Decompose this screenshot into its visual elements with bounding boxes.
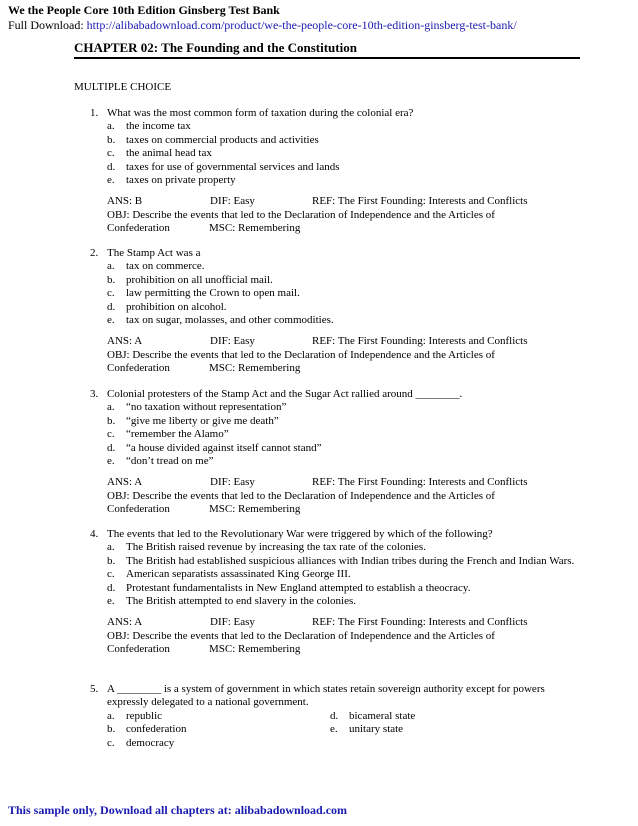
option-letter: d.	[330, 709, 339, 722]
download-link[interactable]: http://alibabadownload.com/product/we-the-people-core-10th-edition-ginsberg-test-bank/	[86, 18, 517, 32]
objective-continued: Confederation	[107, 503, 170, 516]
answer-metadata	[107, 616, 580, 656]
option-text: taxes for use of governmental services and lands	[126, 160, 340, 173]
option	[107, 120, 580, 133]
option-letter: e.	[330, 723, 338, 736]
objective-continued: Confederation	[107, 643, 170, 656]
option-text: American separatists assassinated King George III.	[126, 568, 351, 581]
difficulty: DIF: Easy	[210, 476, 255, 489]
option-letter: c.	[107, 568, 115, 581]
option-letter: d.	[107, 160, 116, 173]
option-text: The British raised revenue by increasing the tax rate of the colonies.	[126, 541, 426, 554]
section-heading: MULTIPLE CHOICE	[74, 81, 172, 93]
objective: OBJ: Describe the events that led to the Declaration of Independence and the Articles of	[107, 348, 495, 361]
option	[107, 134, 580, 147]
option-text: the animal head tax	[126, 147, 212, 160]
option-letter: a.	[107, 709, 115, 722]
option-letter: d.	[107, 581, 116, 594]
download-label: Full Download:	[8, 18, 87, 32]
option-letter: b.	[107, 723, 116, 736]
answer-metadata	[107, 195, 580, 235]
footer-notice: This sample only, Download all chapters at: alibabadownload.com	[8, 803, 348, 817]
option	[107, 314, 580, 327]
question-text: Colonial protesters of the Stamp Act and the Sugar Act rallied around ________.	[107, 388, 463, 400]
question-text: The Stamp Act was a	[107, 247, 201, 259]
option	[107, 555, 580, 568]
question-number: 1.	[90, 107, 99, 119]
difficulty: DIF: Easy	[210, 335, 255, 348]
question-number: 2.	[90, 247, 99, 259]
option-text: prohibition on all unofficial mail.	[126, 273, 273, 286]
option-text: the income tax	[126, 120, 191, 133]
answer-options	[107, 710, 580, 750]
question-4	[90, 528, 580, 657]
chapter-title: CHAPTER 02: The Founding and the Constitution	[74, 40, 357, 55]
answer-key: ANS: A	[107, 335, 143, 348]
document-header-title: We the People Core 10th Edition Ginsberg Test Bank	[8, 3, 280, 17]
option	[107, 710, 330, 723]
option-letter: c.	[107, 147, 115, 160]
question-number: 5.	[90, 683, 99, 695]
objective-continued: Confederation	[107, 362, 170, 375]
option-text: “a house divided against itself cannot stand”	[126, 441, 322, 454]
option	[107, 161, 580, 174]
objective: OBJ: Describe the events that led to the Declaration of Independence and the Articles of	[107, 208, 495, 221]
option	[107, 442, 580, 455]
answer-key: ANS: B	[107, 195, 143, 208]
option-text: confederation	[126, 723, 187, 736]
answer-options	[107, 260, 580, 327]
question-2	[90, 247, 580, 376]
question-1	[90, 107, 580, 236]
option-letter: a.	[107, 541, 115, 554]
option-text: Protestant fundamentalists in New England attempted to establish a theocracy.	[126, 581, 471, 594]
reference: REF: The First Founding: Interests and Conflicts	[312, 616, 528, 629]
option	[107, 147, 580, 160]
answer-metadata	[107, 335, 580, 375]
option-letter: b.	[107, 273, 116, 286]
answer-key: ANS: A	[107, 476, 143, 489]
option-text: “no taxation without representation”	[126, 401, 287, 414]
option	[107, 428, 580, 441]
option-text: republic	[126, 709, 163, 722]
option-text: taxes on private property	[126, 174, 236, 187]
option	[107, 301, 580, 314]
option-text: The British attempted to end slavery in the colonies.	[126, 595, 357, 608]
option-letter: b.	[107, 554, 116, 567]
reference: REF: The First Founding: Interests and Conflicts	[312, 476, 528, 489]
option-text: “don’t tread on me”	[126, 455, 214, 468]
question-5	[90, 683, 580, 750]
difficulty: DIF: Easy	[210, 616, 255, 629]
question-3	[90, 388, 580, 517]
download-line	[8, 18, 517, 33]
option-text: tax on commerce.	[126, 260, 205, 273]
option-text: prohibition on alcohol.	[126, 300, 227, 313]
question-text: The events that led to the Revolutionary War were triggered by which of the following?	[107, 528, 493, 540]
msc: MSC: Remembering	[209, 643, 301, 656]
msc: MSC: Remembering	[209, 503, 301, 516]
option	[107, 568, 580, 581]
option	[107, 260, 580, 273]
option	[107, 415, 580, 428]
option-letter: e.	[107, 174, 115, 187]
option	[107, 582, 580, 595]
option-letter: a.	[107, 120, 115, 133]
option	[107, 174, 580, 187]
option-text: taxes on commercial products and activities	[126, 133, 319, 146]
chapter-divider	[74, 57, 580, 59]
option	[330, 723, 415, 736]
option-letter: c.	[107, 736, 115, 749]
option	[107, 455, 580, 468]
option-letter: e.	[107, 455, 115, 468]
option	[330, 710, 415, 723]
objective: OBJ: Describe the events that led to the Declaration of Independence and the Articles of	[107, 629, 495, 642]
difficulty: DIF: Easy	[210, 195, 255, 208]
objective: OBJ: Describe the events that led to the Declaration of Independence and the Articles of	[107, 489, 495, 502]
option-letter: e.	[107, 595, 115, 608]
question-number: 3.	[90, 388, 99, 400]
option	[107, 595, 580, 608]
option-text: bicameral state	[349, 709, 416, 722]
option	[107, 287, 580, 300]
question-number: 4.	[90, 528, 99, 540]
reference: REF: The First Founding: Interests and Conflicts	[312, 195, 528, 208]
option-letter: a.	[107, 401, 115, 414]
option-letter: d.	[107, 300, 116, 313]
reference: REF: The First Founding: Interests and Conflicts	[312, 335, 528, 348]
option-text: “give me liberty or give me death”	[126, 414, 279, 427]
answer-options	[107, 541, 580, 608]
option-text: democracy	[126, 736, 175, 749]
option-letter: c.	[107, 428, 115, 441]
objective-continued: Confederation	[107, 222, 170, 235]
option	[107, 723, 330, 736]
option-letter: b.	[107, 414, 116, 427]
answer-key: ANS: A	[107, 616, 143, 629]
question-text: A ________ is a system of government in which states retain sovereign authority except for powers expressly delegated to a national government.	[107, 683, 545, 709]
option-text: law permitting the Crown to open mail.	[126, 287, 300, 300]
option-text: unitary state	[349, 723, 404, 736]
option	[107, 274, 580, 287]
question-text: What was the most common form of taxation during the colonial era?	[107, 107, 414, 119]
msc: MSC: Remembering	[209, 222, 301, 235]
answer-options	[107, 120, 580, 187]
option-letter: b.	[107, 133, 116, 146]
option	[107, 401, 580, 414]
option-letter: a.	[107, 260, 115, 273]
answer-options	[107, 401, 580, 468]
option-text: The British had established suspicious alliances with Indian tribes during the French and Indian Wars.	[126, 554, 575, 567]
option-letter: e.	[107, 314, 115, 327]
option	[107, 737, 330, 750]
option-letter: d.	[107, 441, 116, 454]
option-letter: c.	[107, 287, 115, 300]
option	[107, 541, 580, 554]
option-text: tax on sugar, molasses, and other commodities.	[126, 314, 334, 327]
option-text: “remember the Alamo”	[126, 428, 229, 441]
msc: MSC: Remembering	[209, 362, 301, 375]
answer-metadata	[107, 476, 580, 516]
